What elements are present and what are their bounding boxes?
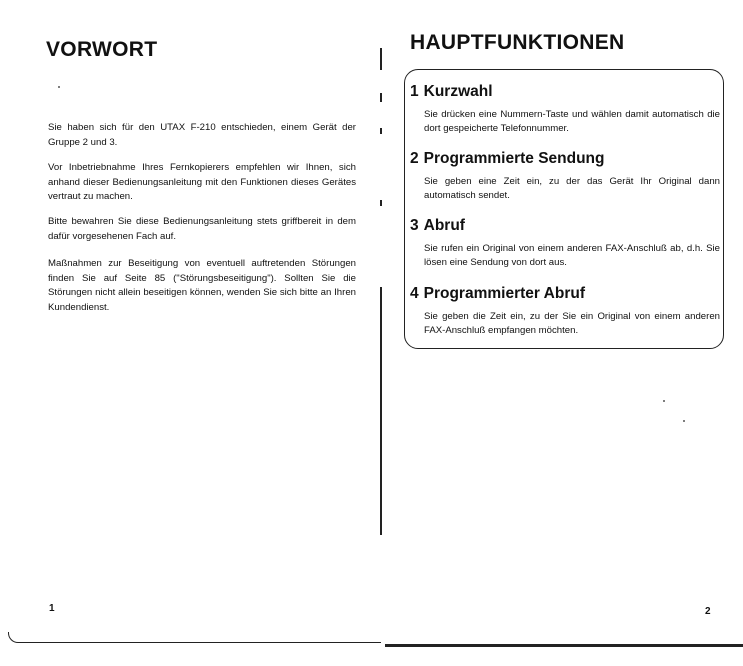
feature-heading <box>410 150 605 168</box>
features-box <box>404 69 724 349</box>
page-title-hauptfunktionen: HAUPTFUNKTIONEN <box>410 31 625 54</box>
spine-mark <box>380 200 382 206</box>
paragraph-troubleshooting: Maßnahmen zur Beseitigung von eventuell auftretenden Störungen finden Sie auf Seite 85 ("Störungsbeseitigung"). Sollten Sie die Störungen nicht allein beseitigen können, wenden Sie sich bitte an Ihren Kundendienst. <box>48 258 356 313</box>
scan-speck <box>58 86 60 88</box>
spine-mark <box>380 48 382 70</box>
feature-title: Abruf <box>423 217 465 234</box>
right-page <box>383 0 743 666</box>
feature-number: 4 <box>410 285 419 302</box>
feature-description: Sie drücken eine Nummern-Taste und wählen damit automatisch die dort gespeicherte Telefonnummer. <box>424 109 720 135</box>
page-title-vorwort: VORWORT <box>46 38 158 61</box>
page-bottom-edge <box>385 640 743 647</box>
feature-heading <box>410 217 465 235</box>
scan-speck <box>663 400 665 402</box>
feature-number: 2 <box>410 150 419 167</box>
feature-title: Programmierter Abruf <box>423 285 585 302</box>
spine-mark <box>380 128 382 134</box>
feature-number: 3 <box>410 217 419 234</box>
page-number: 1 <box>49 603 55 614</box>
paragraph-intro: Sie haben sich für den UTAX F-210 entschieden, einem Gerät der Gruppe 2 und 3. <box>48 122 356 148</box>
feature-description: Sie geben die Zeit ein, zu der Sie ein Original von einem anderen FAX-Anschluß empfangen möchten. <box>424 311 720 337</box>
scan-speck <box>683 420 685 422</box>
feature-title: Kurzwahl <box>423 83 493 100</box>
feature-description: Sie rufen ein Original von einem anderen FAX-Anschluß ab, d.h. Sie lösen eine Sendung von dort aus. <box>424 243 720 269</box>
spine-mark <box>380 93 382 102</box>
feature-number: 1 <box>410 83 419 100</box>
paragraph-recommendation: Vor Inbetriebnahme Ihres Fernkopierers empfehlen wir Ihnen, sich anhand dieser Bedienungsanleitung mit den Funktionen dieses Gerätes vertraut zu machen. <box>48 162 356 203</box>
feature-description: Sie geben eine Zeit ein, zu der das Gerät Ihr Original dann automatisch sendet. <box>424 176 720 202</box>
feature-title: Programmierte Sendung <box>423 150 605 167</box>
spine-mark <box>380 287 382 535</box>
page-bottom-edge <box>8 632 381 643</box>
feature-heading <box>410 285 585 303</box>
paragraph-storage: Bitte bewahren Sie diese Bedienungsanleitung stets griffbereit in dem dafür vorgesehenen Fach auf. <box>48 216 356 242</box>
feature-heading <box>410 83 493 101</box>
page-number: 2 <box>705 606 711 617</box>
